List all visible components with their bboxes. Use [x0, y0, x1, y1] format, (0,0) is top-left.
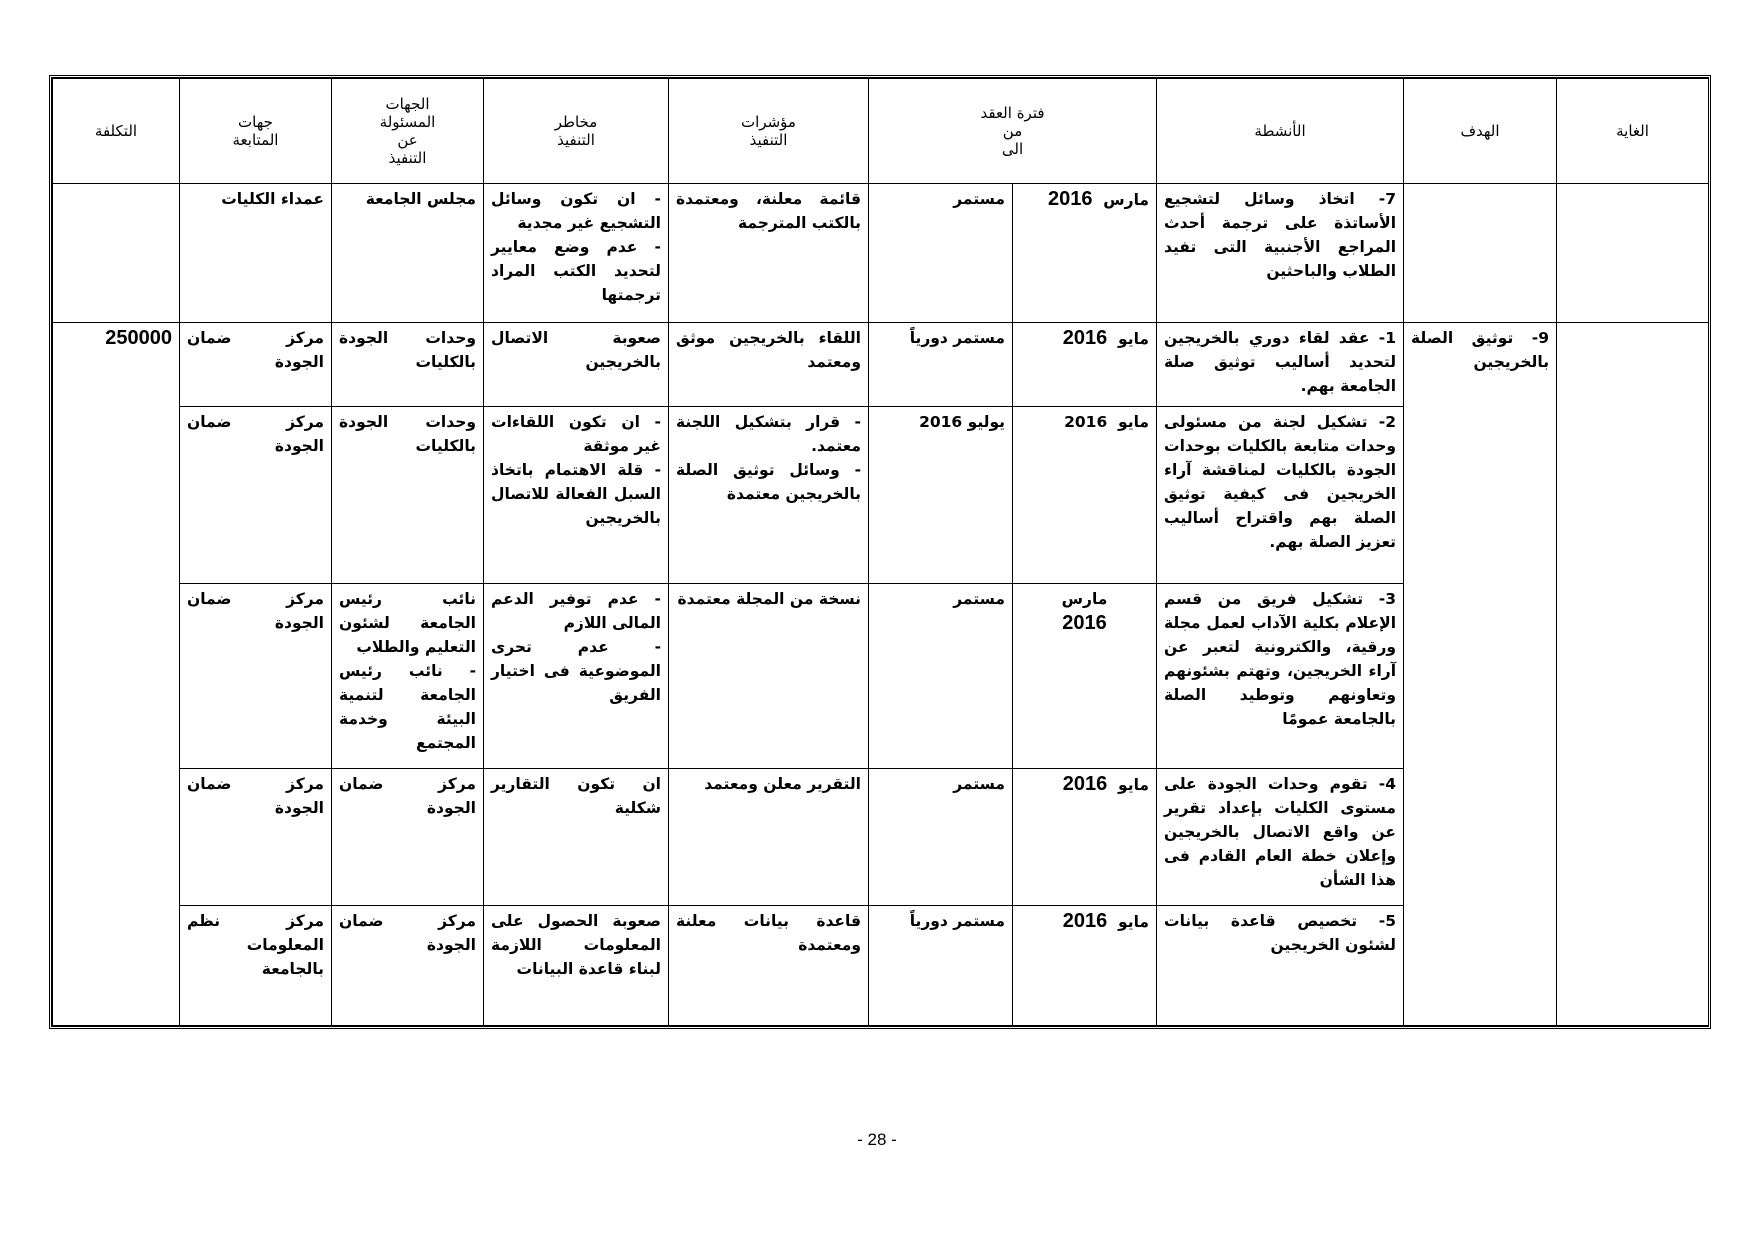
period-from-cell: مارس 2016: [1013, 184, 1157, 323]
cost-cell: 250000: [53, 323, 180, 1026]
header-row: [53, 79, 1709, 184]
risks-cell: - ان تكون وسائل التشجيع غير مجدية - عدم وضع معايير لتحديد الكتب المراد ترجمتها: [484, 184, 669, 323]
followup-cell: مركز ضمان الجودة: [180, 323, 332, 406]
period-to-cell: مستمر دورياً: [869, 323, 1013, 406]
indicator-cell: - قرار بتشكيل اللجنة معتمد. - وسائل توثيق الصلة بالخريجين معتمدة: [669, 406, 869, 583]
indicator-cell: التقرير معلن ومعتمد: [669, 768, 869, 905]
activity-cell: 5- تخصيص قاعدة بيانات لشئون الخريجين: [1157, 905, 1404, 1025]
cost-cell-empty: [53, 184, 180, 323]
plan-table: [52, 78, 1709, 1026]
indicator-cell: قائمة معلنة، ومعتمدة بالكتب المترجمة: [669, 184, 869, 323]
indicator-cell: قاعدة بيانات معلنة ومعتمدة: [669, 905, 869, 1025]
risks-cell: ان تكون التقارير شكلية: [484, 768, 669, 905]
activity-cell: 4- تقوم وحدات الجودة على مستوى الكليات بإعداد تقرير عن واقع الاتصال بالخريجين وإعلان خطة العام القادم فى هذا الشأن: [1157, 768, 1404, 905]
followup-cell: مركز ضمان الجودة: [180, 583, 332, 768]
header-indicators: مؤشرات التنفيذ: [669, 79, 869, 184]
period-from-cell: مايو 2016: [1013, 323, 1157, 406]
header-period: فترة العقد من الى: [869, 79, 1157, 184]
objective-cell-empty: [1404, 184, 1557, 323]
goal-cell-merged: [1557, 323, 1709, 1026]
period-to-cell: مستمر: [869, 768, 1013, 905]
followup-cell: مركز نظم المعلومات بالجامعة: [180, 905, 332, 1025]
header-objective: الهدف: [1404, 79, 1557, 184]
goal-cell: [1557, 184, 1709, 323]
table-row: [53, 184, 1709, 323]
followup-cell: مركز ضمان الجودة: [180, 406, 332, 583]
indicator-cell: نسخة من المجلة معتمدة: [669, 583, 869, 768]
period-to-cell: يوليو 2016: [869, 406, 1013, 583]
responsible-cell: مركز ضمان الجودة: [332, 905, 484, 1025]
header-activities: الأنشطة: [1157, 79, 1404, 184]
responsible-cell: وحدات الجودة بالكليات: [332, 323, 484, 406]
followup-cell: مركز ضمان الجودة: [180, 768, 332, 905]
period-to-cell: مستمر: [869, 184, 1013, 323]
objective-cell: 9- توثيق الصلة بالخريجين: [1404, 323, 1557, 1026]
activity-cell: 2- تشكيل لجنة من مسئولى وحدات متابعة بالكليات بوحدات الجودة بالكليات لمناقشة آراء الخريجين فى كيفية توثيق الصلة بهم واقتراح أساليب تعزيز الصلة بهم.: [1157, 406, 1404, 583]
period-from-cell: مارس 2016: [1013, 583, 1157, 768]
risks-cell: - عدم توفير الدعم المالى اللازم - عدم تحرى الموضوعية فى اختيار الفريق: [484, 583, 669, 768]
period-from-cell: مايو 2016: [1013, 905, 1157, 1025]
risks-cell: صعوبة الحصول على المعلومات اللازمة لبناء قاعدة البيانات: [484, 905, 669, 1025]
table-row: [53, 323, 1709, 406]
activity-cell: 1- عقد لقاء دوري بالخريجين لتحديد أساليب توثيق صلة الجامعة بهم.: [1157, 323, 1404, 406]
period-from-cell: مايو 2016: [1013, 406, 1157, 583]
activity-cell: 7- اتخاذ وسائل لتشجيع الأساتذة على ترجمة أحدث المراجع الأجنبية التى تفيد الطلاب والباحثين: [1157, 184, 1404, 323]
indicator-cell: اللقاء بالخريجين موثق ومعتمد: [669, 323, 869, 406]
responsible-cell: مركز ضمان الجودة: [332, 768, 484, 905]
followup-cell: عمداء الكليات: [180, 184, 332, 323]
header-responsible: الجهات المسئولة عن التنفيذ: [332, 79, 484, 184]
header-cost: التكلفة: [53, 79, 180, 184]
period-to-cell: مستمر دورياً: [869, 905, 1013, 1025]
risks-cell: صعوبة الاتصال بالخريجين: [484, 323, 669, 406]
responsible-cell: نائب رئيس الجامعة لشئون التعليم والطلاب - نائب رئيس الجامعة لتنمية البيئة وخدمة المجتمع: [332, 583, 484, 768]
risks-cell: - ان تكون اللقاءات غير موثقة - قلة الاهتمام باتخاذ السبل الفعالة للاتصال بالخريجين: [484, 406, 669, 583]
page-number: - 28 -: [857, 1130, 897, 1149]
responsible-cell: وحدات الجودة بالكليات: [332, 406, 484, 583]
header-goal: الغاية: [1557, 79, 1709, 184]
activity-cell: 3- تشكيل فريق من قسم الإعلام بكلية الآداب لعمل مجلة ورقية، والكترونية لتعبر عن آراء الخريجين، وتهتم بشئونهم وتعاونهم وتوطيد الصلة بالجامعة عمومًا: [1157, 583, 1404, 768]
header-followup: جهات المتابعة: [180, 79, 332, 184]
responsible-cell: مجلس الجامعة: [332, 184, 484, 323]
header-risks: مخاطر التنفيذ: [484, 79, 669, 184]
period-to-cell: مستمر: [869, 583, 1013, 768]
period-from-cell: مايو 2016: [1013, 768, 1157, 905]
